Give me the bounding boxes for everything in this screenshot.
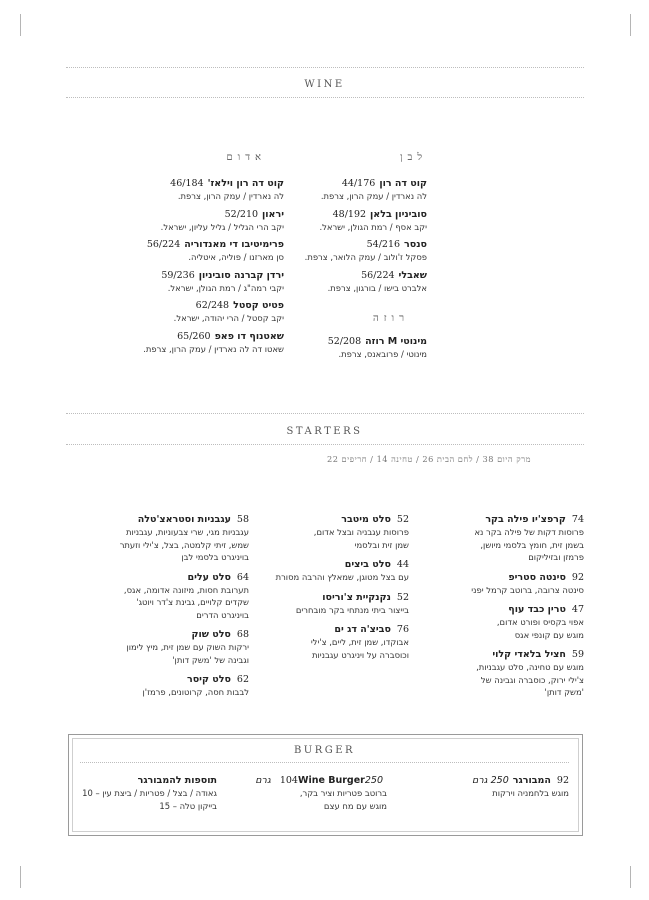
starter-item-name: עגבניות וסטראצ'טלה [137, 514, 231, 525]
starter-item-desc: פרוסות דקות של פילה בקר נא [474, 527, 584, 537]
starter-item [94, 514, 249, 564]
starter-item-title [94, 674, 249, 686]
wine-item-desc: יקב הרי הגליל / גליל עליון, ישראל. [160, 221, 284, 232]
wine-item-price: 62/248 [195, 300, 230, 311]
starter-item-title [94, 514, 249, 526]
wine-item [134, 239, 284, 264]
starter-item [436, 514, 584, 564]
starter-item-desc: פרמזן ובזיליקום [528, 552, 584, 562]
starter-item-desc: שמן זית ובלסמי [354, 539, 409, 550]
wine-item-price: 65/260 [177, 330, 211, 342]
wine-item-title [134, 331, 284, 343]
burger-item-name: Wine Burger [297, 775, 365, 786]
wine-item-desc: יקבי רמה"ג / רמת הגולן, ישראל. [167, 282, 284, 293]
starter-item-desc: לבבות חסה, קרוטונים, פרמז'ן [142, 687, 249, 697]
starter-item-title [94, 572, 249, 584]
starter-item [436, 572, 584, 597]
wine-item-name: פטיט קסטל [233, 300, 284, 311]
wine-item [134, 178, 284, 203]
wine-item-title [134, 178, 284, 190]
starter-item [94, 629, 249, 666]
starter-item-desc: מוגש עם טחינה, סלט עגבניות, [476, 662, 584, 672]
starters-column [259, 514, 409, 669]
wine-item-desc: מינוטי / פרובאנס, צרפת. [338, 349, 427, 359]
burger-item-desc: מוגש עם מח עצם [323, 800, 387, 811]
starter-item-desc: בויניגרט הדרים [196, 609, 249, 620]
wine-item-name: שאבלי [398, 269, 427, 281]
wine-item-price: 44/176 [341, 178, 376, 189]
wine-item-title [134, 239, 284, 251]
burger-item-column [77, 775, 217, 812]
starter-item-price: 74 [571, 514, 584, 525]
wine-item [134, 300, 284, 325]
wine-item-desc: לה נארדין / עמק הרון, צרפת. [177, 191, 284, 201]
wine-item-name: סנסר [404, 239, 427, 250]
wine-item-price: 56/224 [146, 239, 181, 250]
wine-item-name: קוט דה רון [379, 178, 427, 189]
starter-item [259, 624, 409, 661]
starter-item-desc: מוגש עם קונפי אגס [514, 629, 584, 640]
starter-item-price: 47 [571, 604, 584, 615]
starter-item [259, 514, 409, 551]
wine-red-list [134, 178, 284, 361]
starter-item-desc: עם בצל מטוגן, שמאלץ והרבה מסורת [275, 572, 409, 582]
wine-item-title [297, 209, 427, 221]
wine-white-list [297, 178, 427, 300]
starter-item-title [259, 592, 409, 604]
starter-item-name: סלט ביצים [344, 559, 391, 570]
starter-item-desc: צ'ילי ירוק, כוסברה וגבינה של [480, 674, 584, 685]
divider [80, 762, 569, 763]
wine-item-title [297, 178, 427, 190]
starter-item-price: 64 [236, 571, 249, 583]
burger-item-column [429, 775, 569, 800]
starter-item [94, 674, 249, 699]
divider [66, 444, 584, 445]
crop-mark [20, 14, 21, 36]
starter-item-name: חציל בלאדי קלוי [492, 649, 566, 660]
starter-item-desc: שקדים קלויים, גבינת צ'דר ויוטג' [136, 597, 249, 607]
wine-section-title: WINE [304, 79, 345, 90]
wine-item-title [297, 239, 427, 251]
burger-item-weight: 250 גרם [472, 775, 509, 786]
wine-item-desc: לה נארדין / עמק הרון, צרפת. [320, 191, 427, 201]
wine-item-price: 54/216 [366, 239, 401, 250]
starter-item-name: סביצ'ה דג ים [334, 624, 391, 635]
wine-item-name: קוט דה רון וילאז' [207, 178, 284, 189]
starter-item-name: קרפצ'יו פילה בקר [485, 514, 566, 525]
starter-item-price: 92 [571, 571, 584, 583]
starter-item-desc: תערובת חסות, מיזונה אדומה, אגס, [123, 584, 249, 595]
starter-item-desc: 'משק דותן' [544, 687, 584, 697]
starter-item-price: 44 [396, 559, 409, 570]
divider [66, 67, 584, 68]
burger-item-desc: בייקון טלה – 15 [159, 800, 217, 811]
starter-item-title [259, 624, 409, 636]
starter-item-desc: אבוקדו, שמן זית, ליים, צ'ילי [310, 637, 409, 647]
starter-item-title [259, 514, 409, 526]
wine-item-name: שאטנוף דו פאפ [214, 330, 284, 342]
burger-item-desc: מוגש בלחמניה וירקות [492, 788, 569, 798]
starter-item-name: סלט מיטבר [341, 514, 391, 525]
starter-item-price: 52 [396, 591, 409, 603]
wine-item-desc: אלברט בישו / בורגון, צרפת. [327, 282, 427, 293]
starter-item-price: 62 [236, 674, 249, 685]
starters-extras-line: מרק היום 38 / לחם הבית 26 / טחינה 14 / חריפים 22 [327, 454, 531, 464]
wine-item-price: 56/224 [361, 269, 395, 281]
burger-item-weight: 250 גרם [255, 775, 383, 786]
wine-item-desc: פסקל ז'ולוב / עמק הלואר, צרפת. [304, 252, 427, 262]
wine-item-desc: שאטו דה לה נארדין / עמק הרון, צרפת. [143, 343, 284, 354]
wine-item-name: ירדן קברנה סוביניון [198, 269, 284, 281]
starter-item-desc: וגבינה של 'משק דותן' [172, 654, 249, 665]
burger-item-column [252, 775, 387, 812]
starters-column [436, 514, 584, 707]
wine-item-name: פרימיטיבו די מאנדוריה [184, 239, 284, 250]
wine-rose-list [297, 336, 427, 367]
wine-item-price: 59/236 [161, 269, 195, 281]
starter-item [259, 592, 409, 617]
starter-item-desc: פרוסות עגבניה ובצל אדום, [313, 527, 409, 537]
starter-item-name: סינטה סטריפ [508, 571, 566, 583]
starter-item-price: 59 [571, 649, 584, 660]
wine-item [297, 270, 427, 295]
wine-item [134, 270, 284, 295]
starter-item [436, 604, 584, 641]
starters-column [94, 514, 249, 707]
wine-item-title [297, 270, 427, 282]
wine-item-name: יראון [262, 208, 284, 220]
wine-item-title [134, 270, 284, 282]
starters-section-title: STARTERS [286, 426, 363, 437]
wine-item-title [134, 209, 284, 221]
starter-item-title [436, 514, 584, 526]
wine-white-heading: לבן [399, 152, 427, 163]
divider [66, 97, 584, 98]
starter-item-desc: עגבניות מגי, שרי צבעוניות, עגבניות [126, 527, 249, 537]
wine-item [297, 239, 427, 264]
wine-item-name: מינוטי M רוזה [365, 336, 427, 347]
wine-item-price: 48/192 [332, 208, 367, 220]
starter-item [436, 649, 584, 699]
burger-section-title: BURGER [293, 745, 356, 756]
crop-mark [630, 866, 631, 888]
crop-mark [630, 14, 631, 36]
starter-item-price: 68 [236, 629, 249, 640]
burger-item-title [429, 775, 569, 787]
starter-item-price: 58 [236, 514, 249, 525]
starter-item-desc: וכוסברה על ויניגרט עגבניות [312, 649, 409, 660]
wine-item-price: 52/210 [224, 208, 259, 220]
starter-item-title [259, 559, 409, 571]
starter-item-title [94, 629, 249, 641]
wine-item-name: סוביניון בלאן [370, 208, 427, 220]
starter-item-name: סלט קיסר [186, 674, 231, 685]
burger-item-price: 92 [556, 775, 569, 786]
starter-item-title [436, 649, 584, 661]
wine-item [297, 336, 427, 361]
wine-item-title [297, 336, 427, 348]
starter-item-desc: אפוי בקסיס ופורט אדום, [496, 617, 584, 627]
wine-item-title [134, 300, 284, 312]
crop-mark [20, 866, 21, 888]
starter-item-price: 52 [396, 514, 409, 525]
starter-item-title [436, 604, 584, 616]
burger-item-title [77, 775, 217, 787]
wine-item-price: 46/184 [170, 178, 204, 189]
starter-item-desc: ירקות השוק עם שמן זית, מיץ לימון [126, 642, 249, 652]
starter-item [259, 559, 409, 584]
burger-item-price: 104 [279, 775, 298, 786]
divider [66, 413, 584, 414]
wine-item-desc: יקב קסטל / הרי יהודה, ישראל. [173, 313, 284, 323]
starter-item-desc: בייצור ביתי מנתחי בקר מובחרים [295, 604, 409, 615]
starter-item-price: 76 [396, 624, 409, 635]
wine-item [297, 209, 427, 234]
wine-rose-heading: רוזה [372, 313, 409, 324]
burger-item-name: המבורגר [512, 775, 551, 786]
wine-item-price: 52/208 [327, 336, 362, 347]
wine-item-desc: סן מארזנו / פוליה, איטליה. [188, 252, 284, 262]
starter-item-name: סלט עלים [187, 571, 231, 583]
burger-item-desc: ברוטב פטריות וציר בקר, [299, 788, 387, 798]
starter-item-desc: בשמן זית, חומץ בלסמי מיושן, [480, 539, 584, 550]
starter-item-desc: שמש, זיתי קלמטה, בצל, צ'ילי וזעתר [119, 539, 249, 550]
starter-item-title [436, 572, 584, 584]
starter-item-desc: בויניגרט בלסמי לבן [181, 552, 249, 562]
starter-item-name: נקנקיית צ'וריסו [322, 591, 391, 603]
wine-item-desc: יקב אסף / רמת הגולן, ישראל. [319, 221, 427, 232]
starter-item-name: טרין כבד עוף [508, 604, 566, 615]
burger-item-title [252, 775, 387, 787]
starter-item-desc: סינטה צרובה, ברוטב קרמל יפני [471, 584, 584, 595]
starter-item [94, 572, 249, 622]
burger-item-name: תוספות להמבורגר [137, 775, 217, 786]
starter-item-name: סלט שוק [191, 629, 231, 640]
wine-red-heading: אדום [226, 152, 266, 163]
wine-item [297, 178, 427, 203]
wine-item [134, 209, 284, 234]
wine-item [134, 331, 284, 356]
burger-item-desc: גאודה / בצל / פטריות / ביצת עין – 10 [82, 788, 217, 798]
